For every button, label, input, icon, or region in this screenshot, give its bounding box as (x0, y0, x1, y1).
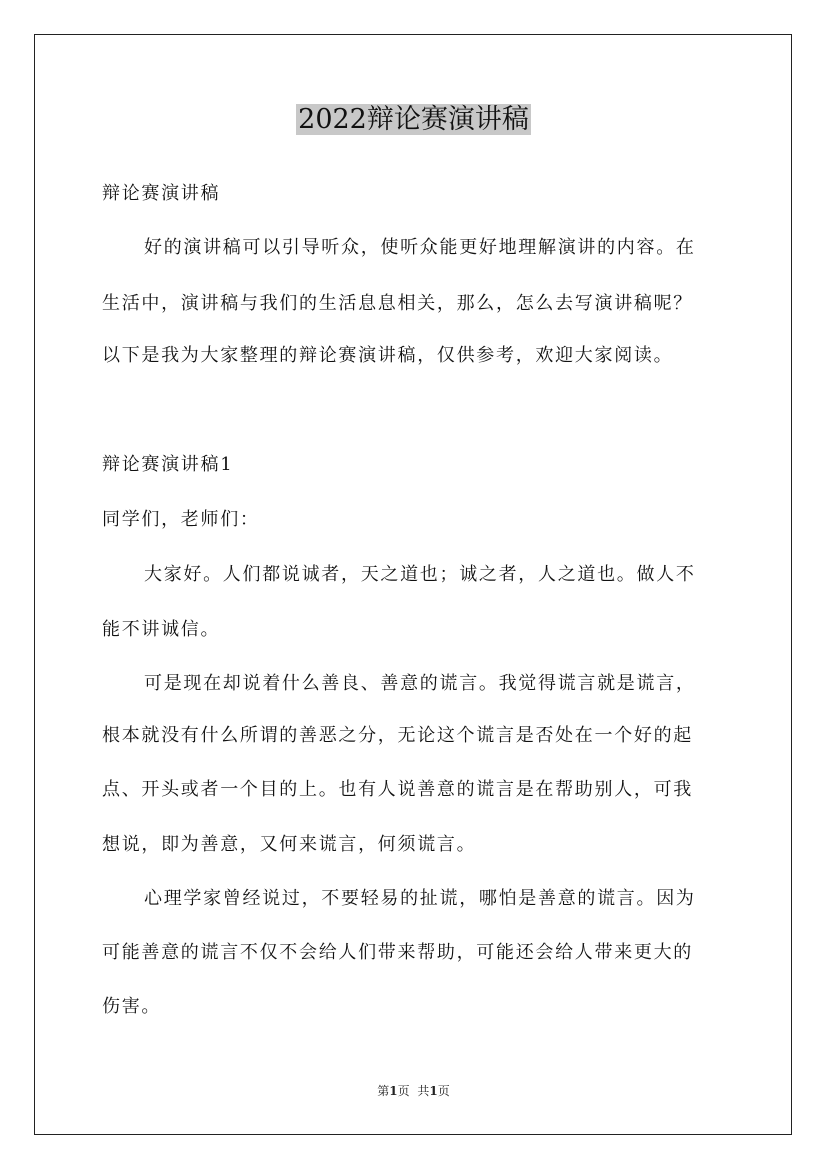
footer-total-number: 1 (429, 1084, 438, 1098)
intro-line-2: 生活中，演讲稿与我们的生活息息相关，那么，怎么去写演讲稿呢？ (102, 293, 693, 314)
document-title-text: 2022辩论赛演讲稿 (298, 104, 529, 135)
paragraph2-line-4: 想说，即为善意，又何来谎言，何须谎言。 (102, 834, 477, 855)
paragraph1-line-1: 大家好。人们都说诚者，天之道也；诚之者，人之道也。做人不 (144, 564, 696, 585)
greeting: 同学们，老师们： (102, 509, 260, 530)
footer-total-suffix: 页 (437, 1084, 450, 1098)
paragraph3-line-1: 心理学家曾经说过，不要轻易的扯谎，哪怕是善意的谎言。因为 (144, 888, 696, 909)
subtitle: 辩论赛演讲稿 (102, 183, 221, 204)
footer-page-suffix: 页 (397, 1084, 410, 1098)
footer-total-prefix: 共 (417, 1084, 430, 1098)
intro-line-1: 好的演讲稿可以引导听众，使听众能更好地理解演讲的内容。在 (144, 237, 696, 258)
footer-page-prefix: 第 (377, 1084, 390, 1098)
paragraph2-line-2: 根本就没有什么所谓的善恶之分，无论这个谎言是否处在一个好的起 (102, 725, 693, 746)
page-footer (0, 1082, 827, 1100)
section-heading: 辩论赛演讲稿1 (102, 454, 234, 475)
footer-page-number: 1 (389, 1084, 398, 1098)
intro-line-3: 以下是我为大家整理的辩论赛演讲稿，仅供参考，欢迎大家阅读。 (102, 345, 674, 366)
paragraph3-line-2: 可能善意的谎言不仅不会给人们带来帮助，可能还会给人带来更大的 (102, 942, 693, 963)
paragraph2-line-1: 可是现在却说着什么善良、善意的谎言。我觉得谎言就是谎言， (144, 673, 696, 694)
document-title (0, 100, 827, 140)
paragraph3-line-3: 伤害。 (102, 996, 162, 1017)
paragraph2-line-3: 点、开头或者一个目的上。也有人说善意的谎言是在帮助别人，可我 (102, 779, 693, 800)
paragraph1-line-2: 能不讲诚信。 (102, 619, 221, 640)
